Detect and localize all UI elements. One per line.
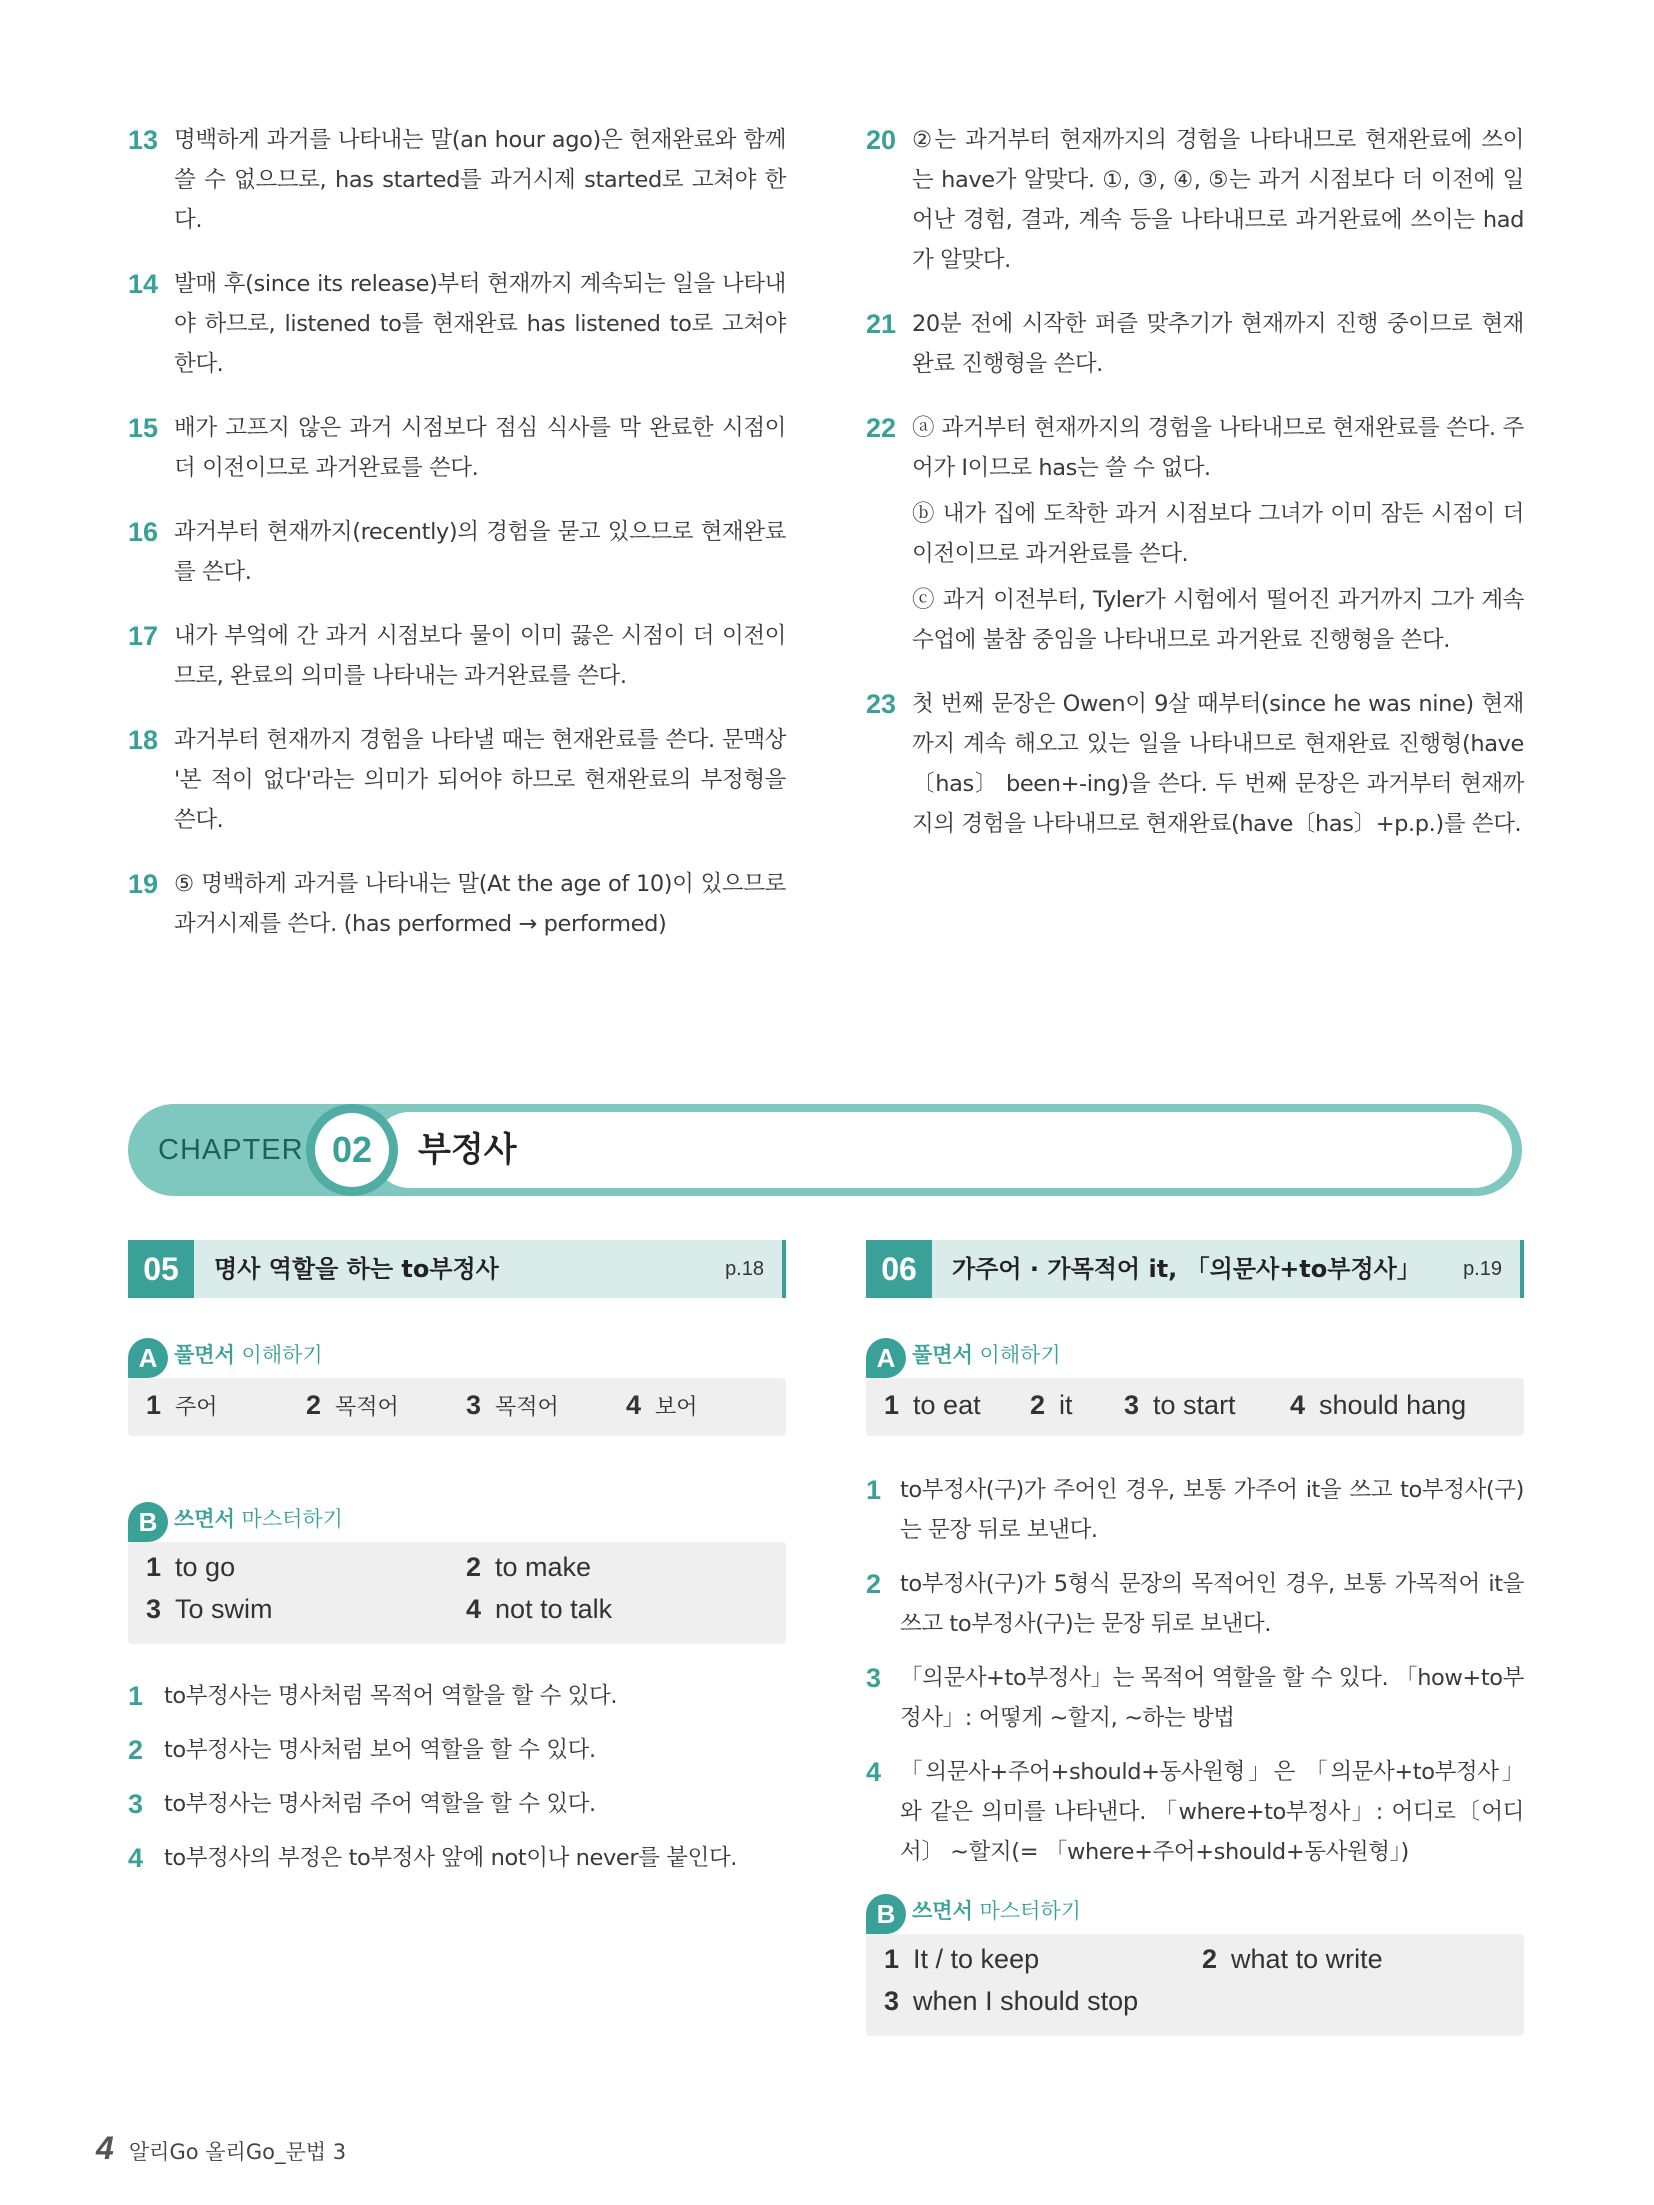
item-number: 16 (128, 517, 159, 547)
note-item (128, 1730, 786, 1770)
explanations-right-column (866, 120, 1524, 868)
section-06-part-b-tag (866, 1894, 1166, 1928)
item-text: 내가 부엌에 간 과거 시점보다 물이 이미 끓은 시점이 더 이전이므로, 완료의 의미를 나타내는 과거완료를 쓴다. (174, 623, 786, 689)
note-text: to부정사는 명사처럼 보어 역할을 할 수 있다. (164, 1737, 596, 1763)
section-06-part-a-answers (866, 1378, 1524, 1436)
part-b-label: 쓰면서 마스터하기 (912, 1899, 1081, 1923)
note-number: 3 (128, 1789, 144, 1819)
answer: 4 보어 (626, 1390, 698, 1420)
explanation-item (866, 684, 1524, 844)
note-item (866, 1564, 1524, 1644)
section-06-notes (866, 1470, 1524, 1886)
note-number: 3 (866, 1663, 882, 1693)
answer: 2 to make (466, 1552, 592, 1582)
item-number: 20 (866, 125, 897, 155)
section-06-part-a-tag (866, 1338, 1166, 1372)
note-text: to부정사(구)가 5형식 문장의 목적어인 경우, 보통 가목적어 it을 쓰고 to부정사(구)는 문장 뒤로 보낸다. (900, 1571, 1524, 1637)
section-05-notes (128, 1676, 786, 1892)
item-text: 발매 후(since its release)부터 현재까지 계속되는 일을 나타내야 하므로, listened to를 현재완료 has listened to로 고쳐야 한다. (174, 271, 786, 377)
sub-point-a: ⓐ 과거부터 현재까지의 경험을 나타내므로 현재완료를 쓴다. 주어가 I이므로 has는 쓸 수 없다. (912, 415, 1524, 481)
chapter-banner (128, 1104, 1522, 1196)
explanations-left-column (128, 120, 786, 968)
part-a-badge: A (866, 1338, 906, 1378)
answer: 2 what to write (1202, 1944, 1383, 1974)
section-05-part-b-tag (128, 1502, 428, 1536)
note-item (866, 1470, 1524, 1550)
item-text: 첫 번째 문장은 Owen이 9살 때부터(since he was nine) 현재까지 계속 해오고 있는 일을 나타내므로 현재완료 진행형(have〔has〕 been+-ing)을 쓴다. 두 번째 문장은 과거부터 현재까지의 경험을 나타내므로 현재완료(have〔has〕+p.p.)를 쓴다. (912, 691, 1524, 837)
part-a-label: 풀면서 이해하기 (174, 1343, 323, 1367)
note-item (866, 1658, 1524, 1738)
answer: 3 when I should stop (884, 1986, 1139, 2016)
note-number: 4 (128, 1843, 144, 1873)
explanation-item (128, 616, 786, 696)
part-a-label: 풀면서 이해하기 (912, 1343, 1061, 1367)
explanation-item (866, 120, 1524, 280)
section-05-part-a-tag (128, 1338, 428, 1372)
part-b-label: 쓰면서 마스터하기 (174, 1507, 343, 1531)
item-number: 14 (128, 269, 159, 299)
note-text: to부정사는 명사처럼 목적어 역할을 할 수 있다. (164, 1683, 618, 1709)
answer: 2 it (1030, 1390, 1073, 1420)
explanation-item (128, 120, 786, 240)
note-number: 2 (128, 1735, 144, 1765)
sub-point-c: ⓒ 과거 이전부터, Tyler가 시험에서 떨어진 과거까지 그가 계속 수업에 불참 중임을 나타내므로 과거완료 진행형을 쓴다. (912, 587, 1524, 653)
note-item (128, 1784, 786, 1824)
answer: 1 to eat (884, 1390, 981, 1420)
explanation-item (128, 512, 786, 592)
item-text: ②는 과거부터 현재까지의 경험을 나타내므로 현재완료에 쓰이는 have가 알맞다. ①, ③, ④, ⑤는 과거 시점보다 더 이전에 일어난 경험, 결과, 계속 등을 나타내므로 과거완료에 쓰이는 had가 알맞다. (912, 127, 1524, 273)
item-text: 명백하게 과거를 나타내는 말(an hour ago)은 현재완료와 함께 쓸 수 없으므로, has started를 과거시제 started로 고쳐야 한다. (174, 127, 786, 233)
note-text: to부정사는 명사처럼 주어 역할을 할 수 있다. (164, 1791, 596, 1817)
section-06-header (866, 1240, 1524, 1298)
answer: 4 should hang (1290, 1390, 1467, 1420)
chapter-title: 부정사 (418, 1130, 517, 1170)
note-item (128, 1676, 786, 1716)
section-05-header (128, 1240, 786, 1298)
section-title: 가주어 · 가목적어 it, 「의문사+to부정사」 (952, 1255, 1421, 1283)
item-number: 21 (866, 309, 897, 339)
part-a-badge: A (128, 1338, 168, 1378)
section-page-ref: p.19 (1463, 1258, 1502, 1280)
answer: 3 To swim (146, 1594, 273, 1624)
sub-point-b: ⓑ 내가 집에 도착한 과거 시점보다 그녀가 이미 잠든 시점이 더 이전이므로 과거완료를 쓴다. (912, 501, 1524, 567)
item-number: 19 (128, 869, 159, 899)
chapter-number: 02 (315, 1113, 389, 1187)
chapter-label: CHAPTER (158, 1134, 304, 1166)
note-number: 2 (866, 1569, 882, 1599)
note-item (128, 1838, 786, 1878)
item-text: 배가 고프지 않은 과거 시점보다 점심 식사를 막 완료한 시점이 더 이전이므로 과거완료를 쓴다. (174, 415, 786, 481)
chapter-banner-inner (372, 1112, 1512, 1188)
answer: 3 to start (1124, 1390, 1236, 1420)
note-text: to부정사의 부정은 to부정사 앞에 not이나 never를 붙인다. (164, 1845, 738, 1871)
item-number: 18 (128, 725, 159, 755)
explanation-item (866, 304, 1524, 384)
answer: 2 목적어 (306, 1390, 399, 1420)
explanation-item (128, 408, 786, 488)
answer: 3 목적어 (466, 1390, 559, 1420)
page-number: 4 (96, 2130, 114, 2166)
answer: 1 to go (146, 1552, 236, 1582)
item-text: 과거부터 현재까지(recently)의 경험을 묻고 있으므로 현재완료를 쓴다. (174, 519, 786, 585)
item-number: 22 (866, 413, 897, 443)
section-05-part-b-answers (128, 1542, 786, 1644)
note-text: to부정사(구)가 주어인 경우, 보통 가주어 it을 쓰고 to부정사(구)는 문장 뒤로 보낸다. (900, 1477, 1524, 1543)
item-number: 13 (128, 125, 159, 155)
answer: 4 not to talk (466, 1594, 613, 1624)
item-number: 23 (866, 689, 897, 719)
chapter-number-badge (306, 1104, 398, 1196)
note-text: 「의문사+to부정사」는 목적어 역할을 할 수 있다. 「how+to부정사」: 어떻게 ~할지, ~하는 방법 (900, 1665, 1524, 1731)
explanation-item (128, 864, 786, 944)
item-text: 과거부터 현재까지 경험을 나타낼 때는 현재완료를 쓴다. 문맥상 '본 적이 없다'라는 의미가 되어야 하므로 현재완료의 부정형을 쓴다. (174, 727, 786, 833)
item-text: 20분 전에 시작한 퍼즐 맞추기가 현재까지 진행 중이므로 현재완료 진행형을 쓴다. (912, 311, 1524, 377)
item-text: ⑤ 명백하게 과거를 나타내는 말(At the age of 10)이 있으므로 과거시제를 쓴다. (has performed → performed) (174, 871, 786, 937)
part-b-badge: B (128, 1502, 168, 1542)
answer: 1 주어 (146, 1390, 218, 1420)
item-number: 15 (128, 413, 159, 443)
section-title: 명사 역할을 하는 to부정사 (214, 1255, 499, 1283)
item-text-group (912, 408, 1524, 660)
section-number: 05 (128, 1240, 194, 1298)
note-number: 1 (866, 1475, 882, 1505)
note-text: 「의문사+주어+should+동사원형」은 「의문사+to부정사」와 같은 의미를 나타낸다. 「where+to부정사」: 어디로〔어디서〕 ~할지(= 「where+주어+should+동사원형」) (900, 1759, 1524, 1865)
note-item (866, 1752, 1524, 1872)
part-b-badge: B (866, 1894, 906, 1934)
page-footer (96, 2130, 346, 2167)
explanation-item (128, 264, 786, 384)
section-05-part-a-answers (128, 1378, 786, 1436)
note-number: 1 (128, 1681, 144, 1711)
explanation-item (866, 408, 1524, 660)
section-06-part-b-answers (866, 1934, 1524, 2036)
book-title: 알리Go 올리Go_문법 3 (128, 2140, 347, 2164)
section-page-ref: p.18 (725, 1258, 764, 1280)
explanation-item (128, 720, 786, 840)
note-number: 4 (866, 1757, 882, 1787)
section-number: 06 (866, 1240, 932, 1298)
answer: 1 It / to keep (884, 1944, 1040, 1974)
item-number: 17 (128, 621, 159, 651)
